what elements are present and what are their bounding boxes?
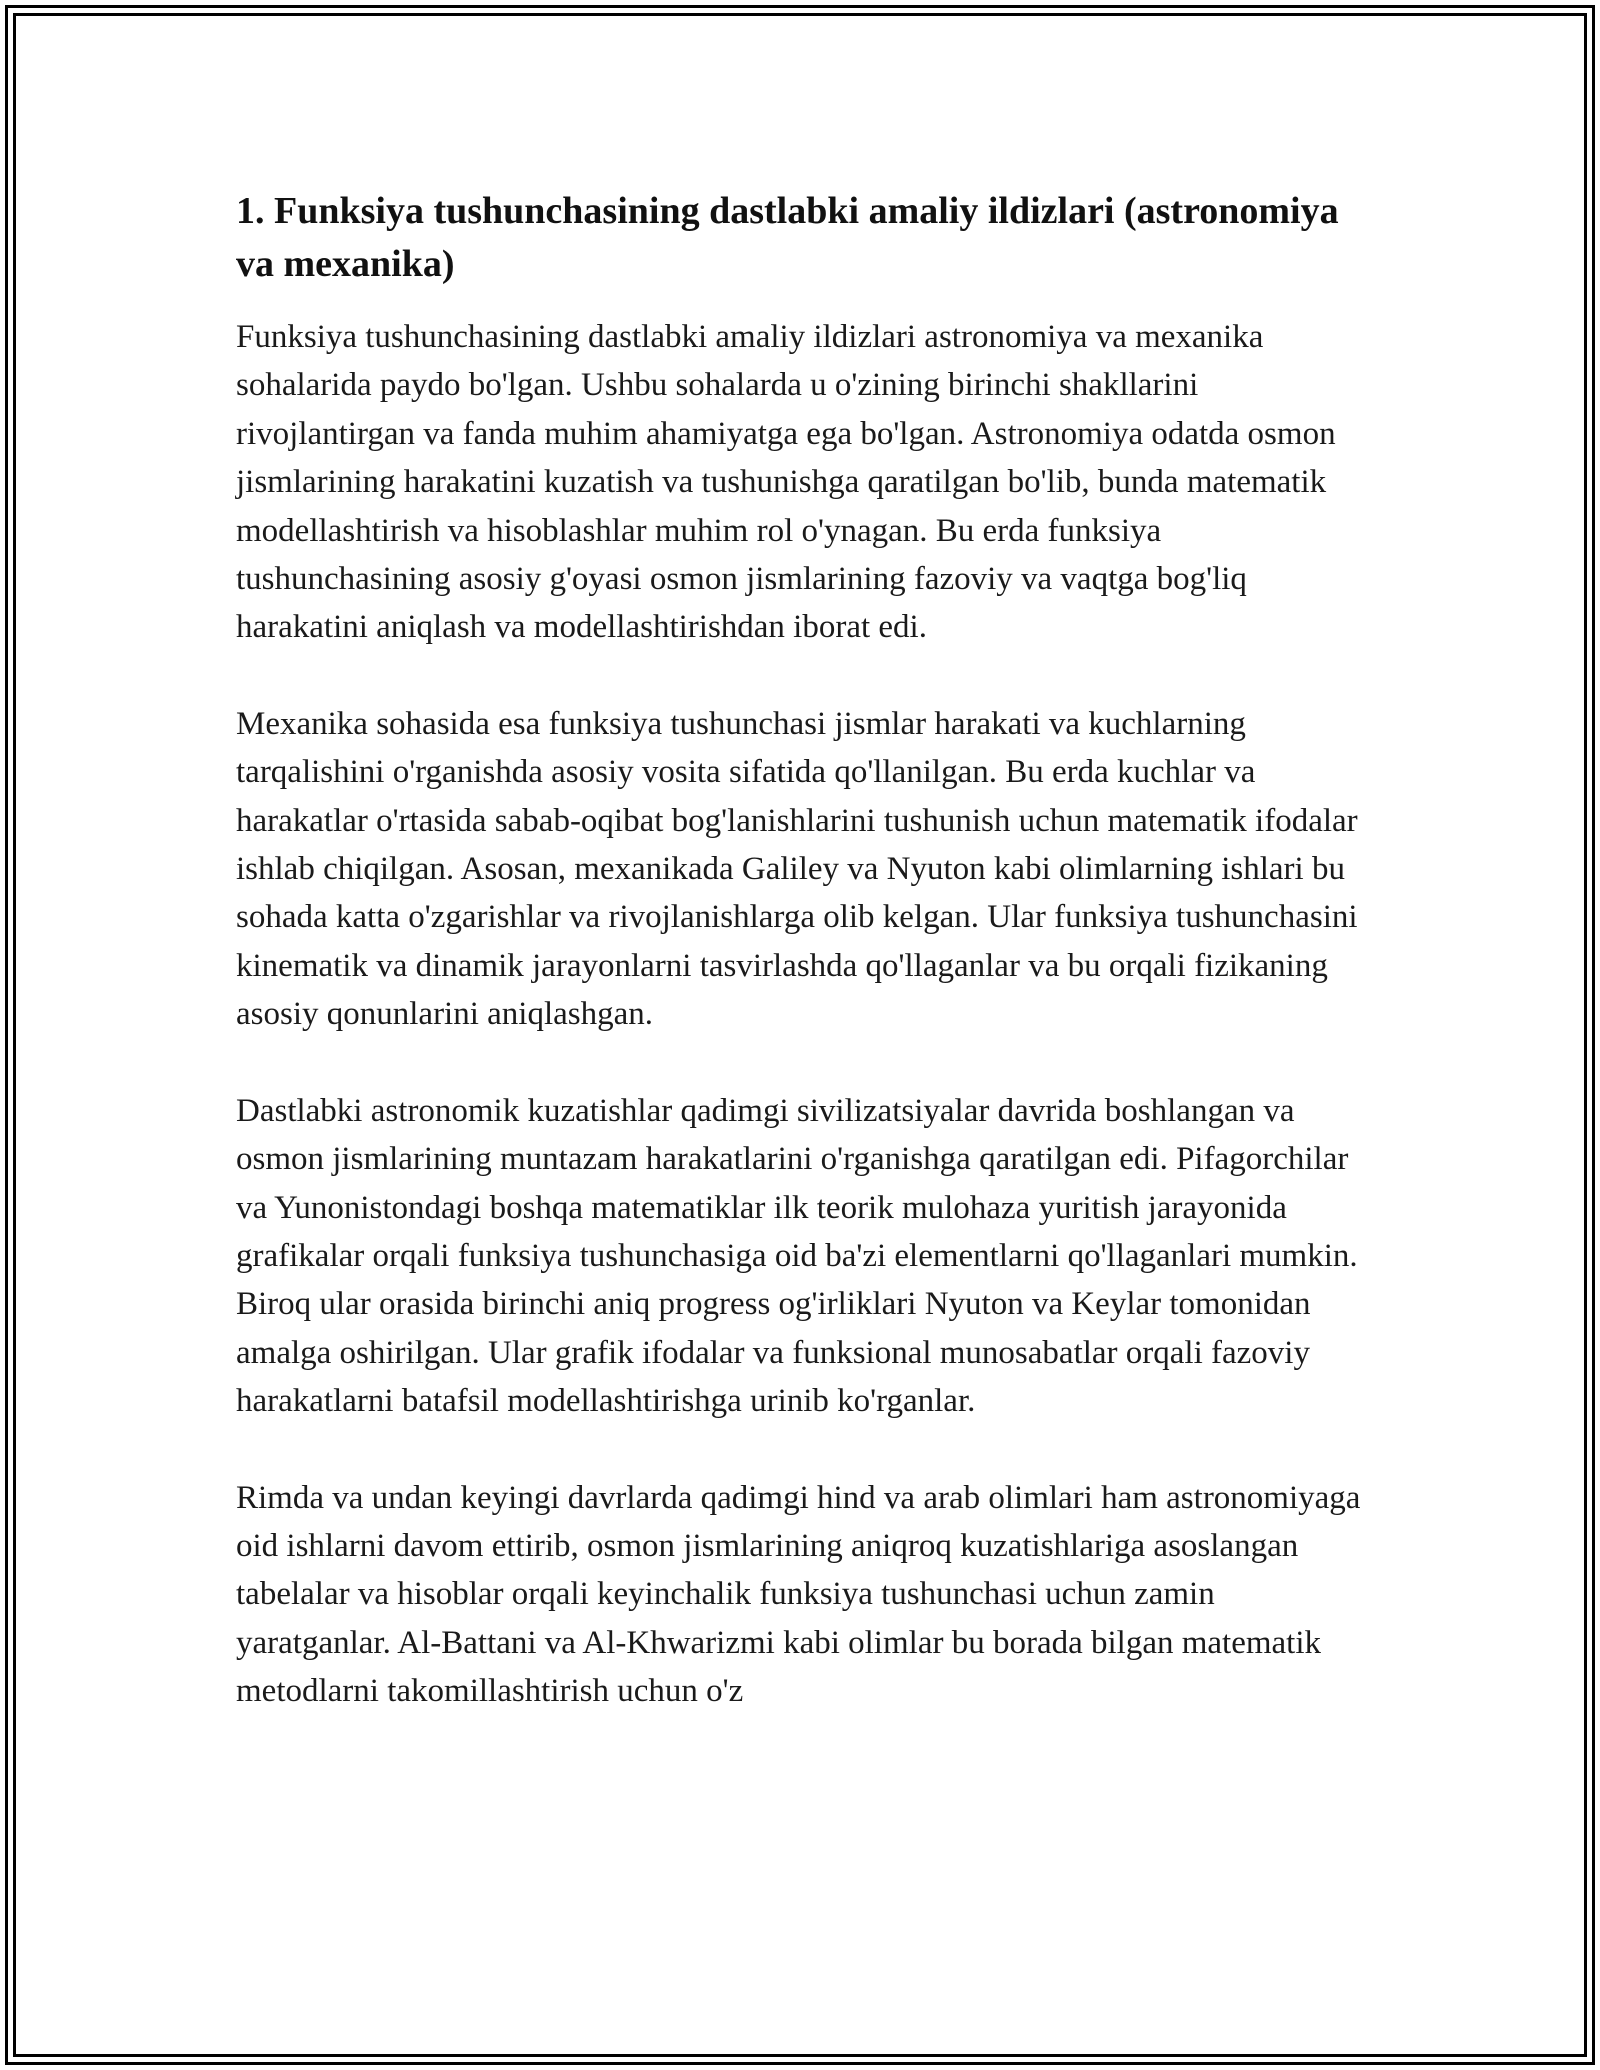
section-heading: 1. Funksiya tushunchasining dastlabki amaliy ildizlari (astronomiya va mexanika)	[236, 190, 1339, 285]
paragraph-ancient-observations: Dastlabki astronomik kuzatishlar qadimgi sivilizatsiyalar davrida boshlangan va osmon jismlarining muntazam harakatlarini o'rganishga qaratilgan edi. Pifagorchilar va Yunonistondagi boshqa matematiklar ilk teorik mulohaza yuritish jarayonida grafikalar orqali funksiya tushunchasiga oid ba'zi elementlarni qo'llaganlari mumkin. Biroq ular orasida birinchi aniq progress og'irliklari Nyuton va Keylar tomonidan amalga oshirilgan. Ular grafik ifodalar va funksional munosabatlar orqali fazoviy harakatlarni batafsil modellashtirishga urinib ko'rganlar.	[236, 1092, 1358, 1420]
paragraph-astronomy-origins: Funksiya tushunchasining dastlabki amaliy ildizlari astronomiya va mexanika sohalarida paydo bo'lgan. Ushbu sohalarda u o'zining birinchi shakllarini rivojlantirgan va fanda muhim ahamiyatga ega bo'lgan. Astronomiya odatda osmon jismlarining harakatini kuzatish va tushunishga qaratilgan bo'lib, bunda matematik modellashtirish va hisoblashlar muhim rol o'ynagan. Bu erda funksiya tushunchasining asosiy g'oyasi osmon jismlarining fazoviy va vaqtga bog'liq harakatini aniqlash va modellashtirishdan iborat edi.	[236, 319, 1336, 646]
document-body	[236, 185, 1376, 1764]
paragraph-mechanics: Mexanika sohasida esa funksiya tushunchasi jismlar harakati va kuchlarning tarqalishini o'rganishda asosiy vosita sifatida qo'llanilgan. Bu erda kuchlar va harakatlar o'rtasida sabab-oqibat bog'lanishlarini tushunish uchun matematik ifodalar ishlab chiqilgan. Asosan, mexanikada Galiley va Nyuton kabi olimlarning ishlari bu sohada katta o'zgarishlar va rivojlanishlarga olib kelgan. Ular funksiya tushunchasini kinematik va dinamik jarayonlarni tasvirlashda qo'llaganlar va bu orqali fizikaning asosiy qonunlarini aniqlashgan.	[236, 705, 1358, 1033]
paragraph-rome-india-arab: Rimda va undan keyingi davrlarda qadimgi hind va arab olimlari ham astronomiyaga oid ishlarni davom ettirib, osmon jismlarining aniqroq kuzatishlariga asoslangan tabelalar va hisoblar orqali keyinchalik funksiya tushunchasi uchun zamin yaratganlar. Al-Battani va Al-Khwarizmi kabi olimlar bu borada bilgan matematik metodlarni takomillashtirish uchun o'z	[236, 1479, 1361, 1710]
